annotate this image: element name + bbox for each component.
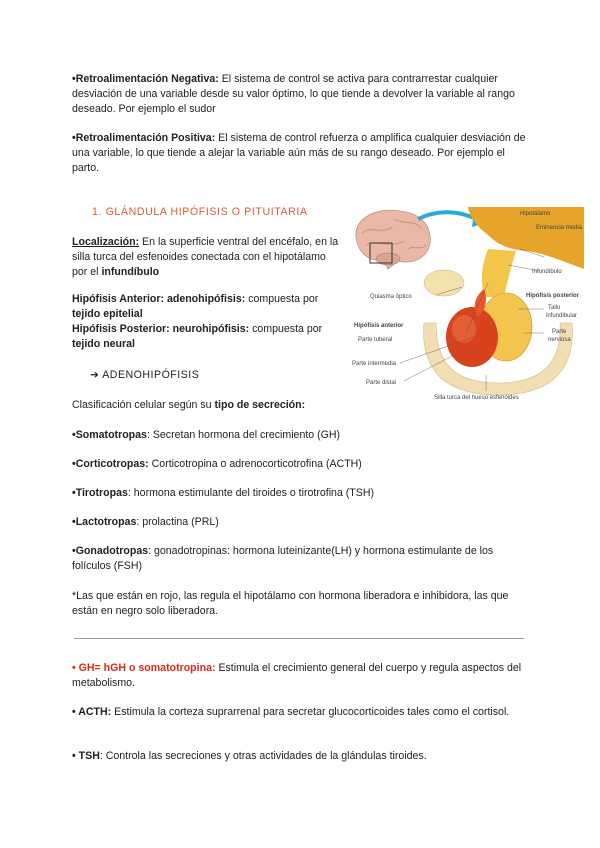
location-paragraph <box>72 235 340 280</box>
posterior-text: compuesta por <box>249 323 323 335</box>
hormone-item <box>72 749 528 764</box>
posterior-bold: tejido neural <box>72 338 135 350</box>
anterior-text: compuesta por <box>245 293 319 305</box>
cell-term: •Lactotropas <box>72 516 137 528</box>
anterior-label: Hipófisis Anterior: adenohipófisis: <box>72 293 246 305</box>
classification-text: Clasificación celular según su <box>72 399 215 411</box>
fig-label-quiasma: Quiasma óptico <box>370 294 412 300</box>
cell-item <box>72 486 532 501</box>
separator <box>74 638 524 639</box>
hormone-term: • ACTH: <box>72 706 112 718</box>
note-paragraph: *Las que están en rojo, las regula el hipotálamo con hormona liberadora e inhibidora, las que están en negro solo liberadora. <box>72 590 509 617</box>
cell-item <box>72 515 532 530</box>
hormone-text: : Controla las secreciones y otras actividades de la glándulas tiroides. <box>99 750 427 762</box>
hormone-item <box>72 705 512 720</box>
posterior-label: Hipófisis Posterior: neurohipófisis: <box>72 323 250 335</box>
positive-feedback-paragraph <box>72 131 532 176</box>
pituitary-diagram <box>348 205 584 405</box>
fig-label-tallo-2: infundibular <box>546 313 578 319</box>
fig-label-silla-turca: Silla turca del hueso esfenoides <box>434 395 519 401</box>
fig-label-hip-anterior: Hipófisis anterior <box>354 323 404 329</box>
cell-item <box>72 457 532 472</box>
cell-term: •Tirotropas <box>72 487 128 499</box>
cell-term: •Gonadotropas <box>72 545 149 557</box>
fig-label-distal: Parte distal <box>366 380 397 386</box>
fig-label-intermedia: Parte intermedia <box>352 361 397 367</box>
hormone-text: Estimula la corteza suprarrenal para secretar glucocorticoides tales como el cortisol. <box>111 706 510 718</box>
cell-term: •Somatotropas <box>72 429 147 441</box>
cell-item <box>72 544 522 574</box>
classification-line <box>72 398 532 413</box>
hormone-term: • GH= hGH o somatotropina: <box>72 662 216 674</box>
cell-term: •Corticotropas: <box>72 458 149 470</box>
fig-label-infundibulo: Infundíbulo <box>532 269 562 275</box>
location-text: En la superficie ventral del encéfalo, en la silla turca del esfenoides conectada con el hipotálamo por el <box>72 236 339 278</box>
cell-item <box>72 428 532 443</box>
fig-label-tallo-1: Tallo <box>548 305 561 311</box>
fig-label-nerviosa-2: nerviosa <box>548 337 571 343</box>
positive-feedback-term: •Retroalimentación Positiva: <box>72 132 216 144</box>
hormone-term: • TSH <box>72 750 100 762</box>
fig-label-nerviosa-1: Parte <box>552 329 567 335</box>
location-label: Localización: <box>72 236 140 248</box>
positive-feedback-text: El sistema de control refuerza o amplifica cualquier desviación de una variable, lo que tiende a alejar la variable aún más de su rango deseado. Por ejemplo el parto. <box>72 132 526 174</box>
posterior-paragraph <box>72 322 340 352</box>
cell-text: : hormona estimulante del tiroides o tirotrofina (TSH) <box>127 487 375 499</box>
anterior-paragraph <box>72 292 340 322</box>
classification-bold: tipo de secreción: <box>214 399 306 411</box>
negative-feedback-paragraph <box>72 72 532 117</box>
cell-text: : prolactina (PRL) <box>136 516 219 528</box>
fig-label-hipotalamo: Hipotálamo <box>520 211 551 217</box>
fig-label-hip-posterior: Hipófisis posterior <box>526 293 580 299</box>
hormone-text: Estimula el crecimiento general del cuerpo y regula aspectos del metabolismo. <box>72 662 522 689</box>
fig-label-eminencia: Eminencia media <box>536 225 583 231</box>
cell-text: : gonadotropinas: hormona luteinizante(LH) y hormona estimulante de los folículos (FSH) <box>72 545 494 572</box>
adeno-title: ➔ ADENOHIPÓFISIS <box>90 369 200 381</box>
location-bold: infundíbulo <box>101 266 160 278</box>
cell-text: : Secretan hormona del crecimiento (GH) <box>146 429 341 441</box>
negative-feedback-term: •Retroalimentación Negativa: <box>72 73 219 85</box>
anterior-bold: tejido epitelial <box>72 308 143 320</box>
fig-label-tuberal: Parte tuberal <box>358 337 393 343</box>
cell-text: Corticotropina o adrenocorticotrofina (ACTH) <box>148 458 362 470</box>
section-title: 1. GLÁNDULA HIPÓFISIS O PITUITARIA <box>92 206 308 218</box>
hormone-item <box>72 661 528 691</box>
negative-feedback-text: El sistema de control se activa para contrarrestar cualquier desviación de una variable desde su valor óptimo, lo que tiende a devolver la variable al rango deseado. Por ejemplo el sudor <box>72 73 515 115</box>
